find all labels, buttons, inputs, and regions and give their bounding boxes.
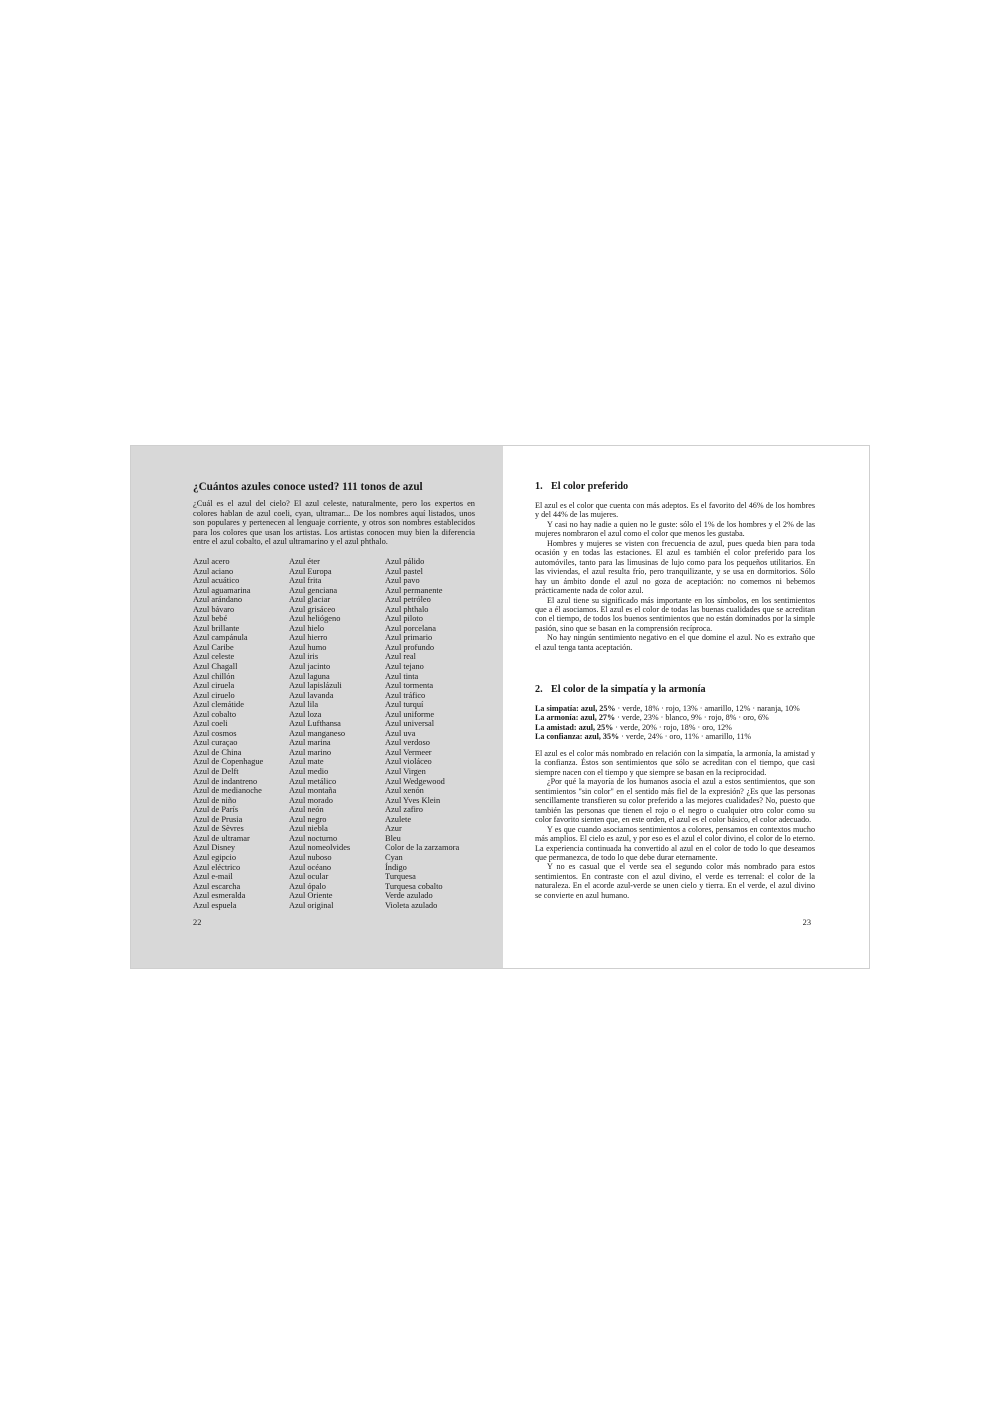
tone-name: Turquesa cobalto [385, 881, 443, 891]
tone-name: Azul bebé [193, 614, 228, 624]
tone-name: Azul original [289, 900, 334, 910]
tone-name: Azul loza [289, 709, 322, 719]
tone-name: Azul piloto [385, 614, 423, 624]
section-body [535, 749, 815, 900]
stat-values: · verde, 24% · oro, 11% · amarillo, 11% [619, 732, 752, 742]
tone-name: Azul hielo [289, 623, 325, 633]
tone-name: Azul universal [385, 719, 435, 729]
tone-name: Bleu [385, 833, 401, 843]
paragraph: Hombres y mujeres se visten con frecuencia de azul, pues queda bien para toda ocasión y en todas las estaciones. El azul es también el color preferido para los automóviles, tanto para las limusinas de lujo como para los pequeños utilitarios. En las viviendas, el azul resulta frío, pero tranquilizante, y se usa en dormitorios. Sólo hay un ámbito donde el azul no goza de aceptación: no comemos ni bebemos prácticamente nada de color azul. [535, 538, 815, 596]
stat-row [535, 723, 825, 732]
page-title: ¿Cuántos azules conoce usted? 111 tonos de azul [193, 481, 423, 493]
survey-stats [535, 704, 825, 742]
tone-name: Azul nomeolvides [289, 843, 351, 853]
tone-name: Azul permanente [385, 585, 443, 595]
tone-name: Azul aciano [193, 566, 234, 576]
tone-name: Azul acero [193, 557, 230, 566]
stat-values: · verde, 18% · rojo, 13% · amarillo, 12% · naranja, 10% [615, 704, 800, 713]
tone-name: Azul metálico [289, 776, 337, 786]
stat-values: · verde, 23% · blanco, 9% · rojo, 8% · oro, 6% [615, 713, 769, 723]
tone-name: Azul porcelana [385, 623, 436, 633]
tone-name: Azul uniforme [385, 709, 435, 719]
tone-name: Azul coeli [193, 719, 228, 729]
tone-name: Azul océano [289, 862, 332, 872]
tone-name: Azul petróleo [385, 595, 431, 605]
tone-name: Azul cosmos [193, 728, 237, 738]
paragraph: El azul es el color más nombrado en relación con la simpatía, la armonía, la amistad y la confianza. Éstos son sentimientos que sólo se acreditan con el tiempo, que casi siempre nacen con el tiempo y que siempre se basan en la reciprocidad. [535, 749, 815, 777]
tone-name: Azul negro [289, 814, 327, 824]
tone-name: Azul medio [289, 767, 329, 777]
tone-name: Azul Vermeer [385, 747, 432, 757]
tone-name: Turquesa [385, 872, 416, 882]
tone-name: Azul violáceo [385, 757, 432, 767]
tone-name: Azul curaçao [193, 738, 238, 748]
tone-name: Azul aguamarina [193, 585, 251, 595]
tone-name: Azul espuela [193, 900, 237, 910]
tone-name: Azul de París [193, 805, 239, 815]
stat-label: La armonía: azul, 27% [535, 713, 616, 723]
tone-name: Azul de indantreno [193, 776, 258, 786]
tone-name: Azul uva [385, 728, 416, 738]
section-title: El color de la simpatía y la armonía [551, 684, 706, 695]
right-page [503, 446, 869, 968]
tone-name: Cyan [385, 852, 403, 862]
tone-name: Azul ciruela [193, 681, 235, 691]
tone-name: Azur [385, 824, 402, 834]
tone-name: Azul laguna [289, 671, 330, 681]
tone-name: Azul pastel [385, 566, 423, 576]
tone-name: Azul de niño [193, 795, 237, 805]
tone-name: Azul mate [289, 757, 324, 767]
tone-name: Azul nuboso [289, 852, 332, 862]
tone-name: Azul humo [289, 642, 327, 652]
section-number: 1. [535, 481, 543, 492]
paragraph: El azul tiene su significado más importante en los símbolos, en los sentimientos que a él asociamos. El azul es el color de todas las buenas cualidades que se acreditan con el tiempo, de todos los buenos sentimientos que no están dominados por la simple pasión, sino que se basan en la comprensión recíproca. [535, 595, 815, 633]
tone-name: Azul phthalo [385, 604, 429, 614]
section-title: El color preferido [551, 481, 629, 492]
tone-name: Azul profundo [385, 642, 435, 652]
tone-name: Azul de China [193, 747, 242, 757]
tone-name: Azul esmeralda [193, 891, 246, 901]
tone-name: Azul lapislázuli [289, 681, 342, 691]
tone-name: Azul morado [289, 795, 333, 805]
tone-name: Azul eléctrico [193, 862, 241, 872]
tones-column-1 [193, 557, 287, 910]
tone-name: Azul lavanda [289, 690, 334, 700]
tone-name: Azul pavo [385, 576, 420, 586]
tone-name: Azul glaciar [289, 595, 331, 605]
stat-row [535, 732, 825, 741]
tone-name: Índigo [385, 862, 407, 872]
tone-name: Azul montaña [289, 786, 337, 796]
tone-name: Azul Wedgewood [385, 776, 445, 786]
tone-name: Azul de Prusia [193, 814, 243, 824]
tone-name: Azul egipcio [193, 852, 237, 862]
tone-name: Azul acuático [193, 576, 240, 586]
tone-name: Azul cobalto [193, 709, 237, 719]
stat-label: La confianza: azul, 35% [535, 732, 620, 742]
tone-name: Azul tinta [385, 671, 419, 681]
tone-name: Azul de Delft [193, 767, 239, 777]
tone-name: Azul celeste [193, 652, 235, 662]
tone-name: Azul Europa [289, 566, 332, 576]
stat-label: La simpatía: azul, 25% [535, 704, 616, 713]
tone-name: Azul frita [289, 576, 322, 586]
tone-name: Azul genciana [289, 585, 338, 595]
tone-name: Azul pálido [385, 557, 425, 566]
tone-name: Azul brillante [193, 623, 240, 633]
tone-name: Azul manganeso [289, 728, 346, 738]
section-number: 2. [535, 684, 543, 695]
tone-name: Azul tormenta [385, 681, 434, 691]
tone-name: Azul Yves Klein [385, 795, 441, 805]
section-heading [535, 480, 835, 493]
tone-name: Azul turquí [385, 700, 424, 710]
tone-name: Azul de Sèvres [193, 824, 244, 834]
tone-name: Azul éter [289, 557, 320, 566]
tone-name: Azul ocular [289, 872, 329, 882]
tone-name: Azul Oriente [289, 891, 333, 901]
tone-name: Azul tejano [385, 662, 424, 672]
paragraph: Y es que cuando asociamos sentimientos a colores, pensamos en contextos mucho más amplios. El cielo es azul, y por eso es el azul el color divino, el color de lo eterno. La experiencia continuada ha convertido al azul en el color de todo lo que deseamos que permanezca, de todo lo que debe durar eternamente. [535, 824, 815, 862]
tone-name: Azul campánula [193, 633, 248, 643]
tone-name: Azul e-mail [193, 872, 233, 882]
page-number: 23 [802, 918, 811, 927]
stat-row [535, 704, 825, 713]
tone-name: Azulete [385, 814, 412, 824]
tone-name: Azul de Copenhague [193, 757, 264, 767]
tone-name: Azul Virgen [385, 767, 426, 777]
tone-name: Azul jacinto [289, 662, 331, 672]
tone-name: Color de la zarzamora [385, 843, 460, 853]
stat-values: · verde, 20% · rojo, 18% · oro, 12% [613, 722, 732, 732]
tone-name: Azul de medianoche [193, 786, 262, 796]
tone-name: Azul iris [289, 652, 319, 662]
tones-column-2 [289, 557, 383, 910]
stat-row [535, 713, 825, 722]
tone-name: Azul verdoso [385, 738, 430, 748]
paragraph: No hay ningún sentimiento negativo en el que domine el azul. No es extraño que el azul tenga tanta aceptación. [535, 633, 815, 652]
tone-name: Azul arándano [193, 595, 243, 605]
paragraph: Y casi no hay nadie a quien no le guste: sólo el 1% de los hombres y el 2% de las mujeres nombraron el azul como el color que menos les gustaba. [535, 519, 815, 539]
tone-name: Azul real [385, 652, 416, 662]
tone-name: Azul chillón [193, 671, 235, 681]
tone-name: Azul marino [289, 747, 332, 757]
book-spread [130, 445, 870, 969]
tone-name: Azul hierro [289, 633, 328, 643]
tone-name: Azul bávaro [193, 604, 235, 614]
tone-name: Azul niebla [289, 824, 328, 834]
tone-name: Azul xenón [385, 786, 424, 796]
tone-name: Violeta azulado [385, 900, 438, 910]
tone-name: Azul marina [289, 738, 331, 748]
stat-label: La amistad: azul, 25% [535, 722, 614, 732]
tone-name: Azul zafiro [385, 805, 423, 815]
paragraph: Y no es casual que el verde sea el segundo color más nombrado para estos sentimientos. En contraste con el azul divino, el verde es terrenal: el color de la naturaleza. En el acorde azul-verde se unen cielo y tierra. En el verde, el azul divino se convierte en azul humano. [535, 862, 815, 900]
page-number: 22 [193, 918, 202, 927]
left-page [131, 446, 503, 968]
section-body [535, 501, 815, 652]
tone-name: Azul Lufthansa [289, 719, 341, 729]
tone-name: Azul heliógeno [289, 614, 341, 624]
tone-name: Azul Disney [193, 843, 236, 853]
tone-name: Azul Caribe [193, 642, 234, 652]
tone-name: Azul escarcha [193, 881, 241, 891]
section-heading [535, 683, 835, 696]
intro-paragraph: ¿Cuál es el azul del cielo? El azul celeste, naturalmente, pero los expertos en colores hablan de azul coeli, cyan, ultramar... De los nombres aquí listados, unos son populares y pertenecen al lenguaje corriente, y otros son nombres establecidos para los colores que usan los artistas. Los artistas conocen muy bien la diferencia entre el azul cobalto, el azul ultramarino y el azul phthalo. [193, 499, 475, 547]
tone-name: Azul grisáceo [289, 604, 336, 614]
tone-name: Azul nocturno [289, 833, 338, 843]
tone-name: Azul de ultramar [193, 833, 250, 843]
tone-name: Azul lila [289, 700, 319, 710]
tone-name: Azul ciruelo [193, 690, 235, 700]
paragraph: El azul es el color que cuenta con más adeptos. Es el favorito del 46% de los hombres y del 44% de las mujeres. [535, 501, 815, 520]
tone-name: Verde azulado [385, 891, 433, 901]
tone-name: Azul primario [385, 633, 433, 643]
tone-name: Azul neón [289, 805, 324, 815]
tones-column-3 [385, 557, 479, 910]
tone-name: Azul Chagall [193, 662, 238, 672]
tone-name: Azul clemátide [193, 700, 244, 710]
tone-name: Azul tráfico [385, 690, 426, 700]
paragraph: ¿Por qué la mayoría de los humanos asocia el azul a estos sentimientos, que son sentimientos "sin color" en el sentido más fiel de la expresión? ¿Es que las personas sencillamente transfieren su color preferido a las mejores cualidades? No, puesto que también las personas que tienen el rojo o el negro o cualquier otro color como su color favorito sienten que, en este orden, el azul es el color básico, el color adecuado. [535, 777, 815, 825]
tone-name: Azul ópalo [289, 881, 326, 891]
